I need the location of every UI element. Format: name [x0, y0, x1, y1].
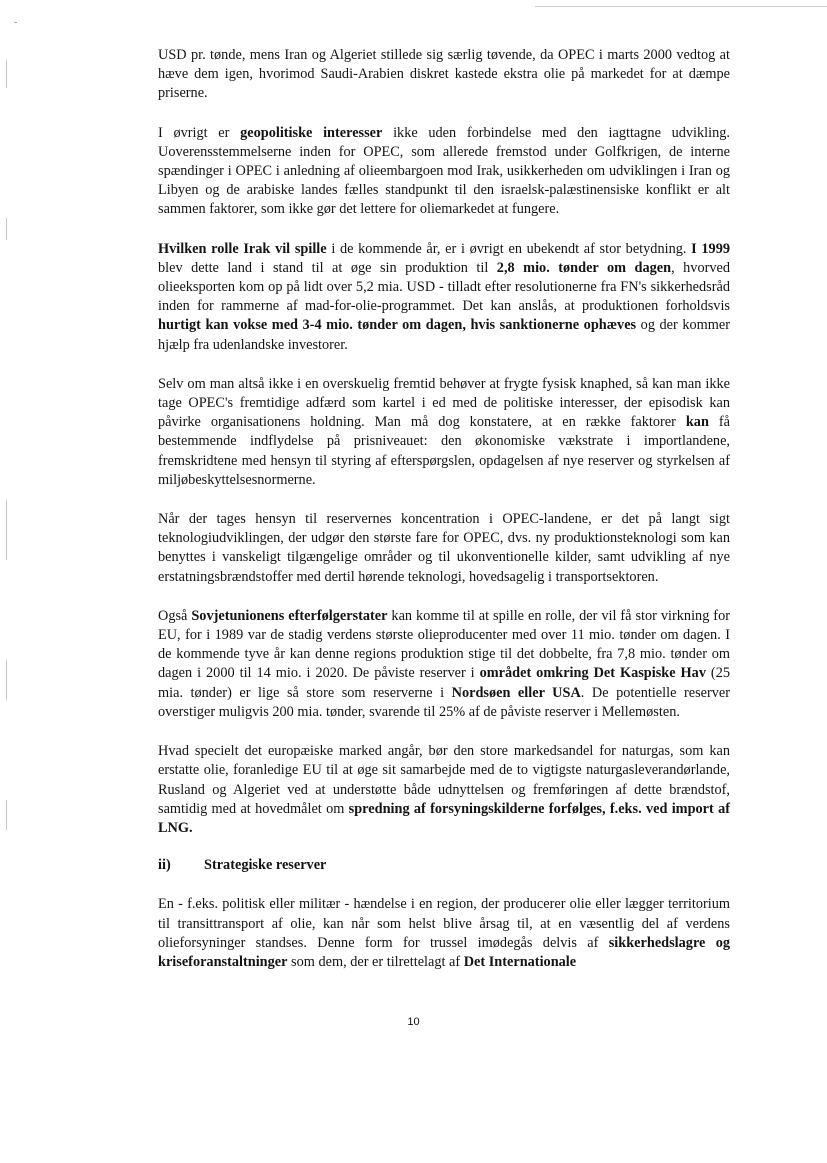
text-run: USD pr. tønde, mens Iran og Algeriet stillede sig særlig tøvende, da OPEC i marts 2000 vedtog at hæve dem igen, hvorimod Saudi-Arabien diskret kastede ekstra olie på markedet for at dæmpe priserne.	[158, 47, 730, 102]
bold-text: hurtigt kan vokse med 3-4 mio. tønder om dagen, hvis sanktionerne ophæves	[158, 317, 637, 334]
paragraph	[158, 607, 730, 722]
text-run: Selv om man altså ikke i en overskuelig fremtid behøver at frygte fysisk knaphed, så kan man ikke tage OPEC's fremtidige adfærd som kartel i ed med de politiske interesser, der episodisk kan påvirke organisationens holdning. Man må dog konstatere, at en række faktorer	[158, 375, 730, 431]
paragraph	[158, 240, 730, 355]
text-run: , hvorved olieeksporten kom op på lidt over 5,2 mia. USD - tilladt efter resolutionerne fra FN's sikkerhedsråd inden for rammerne af mad-for-olie-programmet. Det kan anslås, at produktionen forholdsvis	[158, 259, 731, 315]
bold-text: 2,8 mio. tønder om dagen	[496, 259, 672, 276]
bold-text: I 1999	[691, 240, 730, 257]
section-heading	[158, 856, 730, 875]
body-text	[158, 46, 730, 972]
text-run: Når der tages hensyn til reservernes koncentration i OPEC-landene, er det på langt sigt teknologiudviklingen, der udgør den største fare for OPEC, dvs. ny produktionsteknologi som kan benyttes i vanskeligt tilgængelige områder og til ukonventionelle kilder, samt udvikling af nye erstatningsbrændstoffer med dertil hørende teknologi, hovedsagelig i transportsektoren.	[158, 511, 730, 585]
bold-text: Nordsøen eller USA	[451, 684, 581, 701]
text-run: som dem, der er tilrettelagt af	[287, 953, 464, 970]
bold-text: spredning af forsyningskilderne forfølges, f.eks. ved import af LNG.	[158, 800, 730, 836]
bold-text: kan	[685, 414, 709, 431]
text-run: . De potentielle reserver overstiger muligvis 200 mia. tønder, svarende til 25% af de påviste reserver i Mellemøsten.	[158, 684, 730, 720]
bold-text: Hvilken rolle Irak vil spille	[158, 240, 327, 257]
bold-text: Det Internationale	[463, 953, 577, 970]
scan-speck: -	[14, 17, 18, 28]
scan-margin-mark	[6, 800, 7, 830]
section-title: Strategiske reserver	[204, 857, 327, 874]
paragraph	[158, 46, 730, 104]
scan-margin-mark	[6, 660, 7, 700]
text-run: og der kommer hjælp fra udenlandske investorer.	[158, 317, 730, 353]
bold-text: området omkring Det Kaspiske Hav	[479, 665, 706, 682]
paragraph	[158, 510, 730, 587]
section-number: ii)	[158, 857, 171, 874]
bold-text: geopolitiske interesser	[240, 124, 383, 141]
text-run: I øvrigt er	[158, 124, 241, 141]
paragraph	[158, 895, 730, 972]
text-run: blev dette land i stand til at øge sin produktion til	[158, 259, 497, 276]
bold-text: Sovjetunionens efterfølgerstater	[191, 607, 388, 624]
text-run: i de kommende år, er i øvrigt en ubekendt af stor betydning.	[326, 240, 692, 257]
paragraph	[158, 742, 730, 838]
text-run: kan komme til at spille en rolle, der vil få stor virkning for EU, for i 1989 var de stadig verdens største olieproducenter med over 11 mio. tønder om dagen. I de kommende tyve år kan denne regions produktion stige til det dobbelte, fra 7,8 mio. tønder om dagen i 2000 til 14 mio. i 2020. De påviste reserver i	[158, 607, 730, 682]
paragraph	[158, 124, 730, 220]
paragraph	[158, 375, 730, 490]
text-run: En - f.eks. politisk eller militær - hændelse i en region, der producerer olie eller lægger territorium til transittransport af olie, kan når som helst blive årsag til, at en væsentlig del af verdens olieforsyninger standses. Denne form for trussel imødegås delvis af	[158, 896, 730, 951]
page-number: 10	[407, 1016, 420, 1028]
scan-margin-mark	[6, 218, 7, 240]
scan-margin-mark	[6, 60, 7, 88]
scan-margin-mark	[6, 500, 7, 560]
text-run: Også	[158, 607, 192, 624]
text-run: ikke uden forbindelse med den iagttagne udvikling. Uoverensstemmelserne inden for OPEC, som allerede fremstod under Golfkrigen, de interne spændinger i OPEC i anledning af olieembargoen mod Irak, usikkerheden om udviklingen i Iran og Libyen og de arabiske landes fælles standpunkt til den israelsk-palæstinensiske konflikt er alt sammen faktorer, som ikke gør det lettere for oliemarkedet at fungere.	[158, 124, 730, 218]
text-run: (25 mia. tønder) er lige så store som reserverne i	[158, 665, 730, 701]
scan-edge-line	[535, 6, 827, 7]
text-run: Hvad specielt det europæiske marked angår, bør den store markedsandel for naturgas, som kan erstatte olie, foranledige EU til at øge sit samarbejde med de to vigtigste naturgasleverandørlande, Rusland og Algeriet ved at understøtte både udnyttelsen og fremføringen af dette brændstof, samtidig med at hovedmålet om	[158, 743, 730, 817]
text-run: få bestemmende indflydelse på prisniveauet: den økonomiske vækstrate i importlandene, fremskridtene med hensyn til styring af efterspørgslen, opdagelsen af nye reserver og styrkelsen af miljøbeskyttelsesnormerne.	[158, 414, 730, 488]
bold-text: sikkerhedslagre og kriseforanstaltninger	[158, 934, 731, 970]
